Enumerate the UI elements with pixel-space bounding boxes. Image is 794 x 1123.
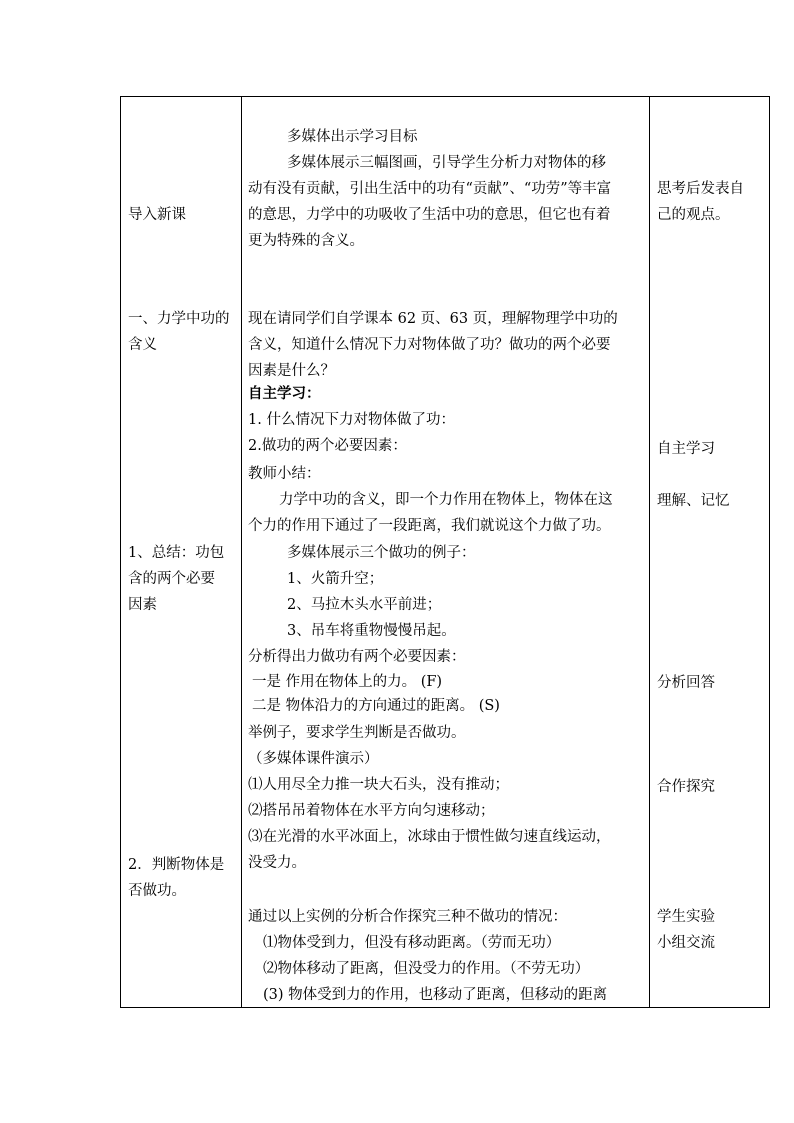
activity-line: 学生实验 [657,909,715,925]
content-line: 更为特殊的含义。 [248,233,364,249]
self-study-heading: 自主学习： [248,385,321,402]
content-line: ⑴人用尽全力推一块大石头，没有推动； [248,777,509,793]
content-line: ⑵搭吊吊着物体在水平方向匀速移动； [248,803,495,819]
stage-section1-line2: 含义 [128,337,157,353]
content-line: ⑶在光滑的水平冰面上，冰球由于惯性做匀速直线运动， [248,829,611,845]
content-line: 个力的作用下通过了一段距离，我们就说这个力做了功。 [248,518,611,534]
content-line: 教师小结： [248,466,321,482]
activity-line: 理解、记忆 [657,493,730,509]
content-line: (3) 物体受到力的作用，也移动了距离，但移动的距离 [263,987,608,1003]
stage-section1-line1: 一、力学中功的 [128,311,230,327]
content-line: 的意思，力学中的功吸收了生活中功的意思，但它也有着 [248,207,611,223]
column-divider-2 [649,97,650,1007]
stage-intro: 导入新课 [128,207,186,223]
stage-judge-line2: 否做功。 [128,883,186,899]
content-line: 3、吊车将重物慢慢吊起。 [287,623,456,639]
content-line: 2.做功的两个必要因素： [248,438,407,454]
content-line: 1. 什么情况下力对物体做了功： [248,412,455,428]
column-divider-1 [241,97,242,1007]
activity-line: 合作探究 [657,779,715,795]
stage-summary-line2: 含的两个必要 [128,571,215,587]
content-line: 2、马拉木头水平前进； [287,597,442,613]
stage-judge-line1: 2．判断物体是 [128,857,225,873]
activity-line: 思考后发表自 [657,181,744,197]
content-line: 因素是什么？ [248,363,335,379]
stage-summary-line3: 因素 [128,597,157,613]
content-line: 动有没有贡献，引出生活中的功有“贡献”、“功劳”等丰富 [248,181,612,197]
activity-line: 自主学习 [657,441,715,457]
content-line: ⑵物体移动了距离，但没受力的作用。（不劳无功） [263,961,590,977]
content-line: ⑴物体受到力，但没有移动距离。（劳而无功） [263,935,561,951]
activity-line: 分析回答 [657,675,715,691]
lesson-table [120,96,770,1008]
content-line: （多媒体课件演示） [248,751,379,767]
content-line: 多媒体展示三个做功的例子： [287,545,476,561]
content-line: 二是 物体沿力的方向通过的距离。 (S) [252,698,500,714]
content-line: 多媒体出示学习目标 [287,129,418,145]
content-line: 一是 作用在物体上的力。 (F) [252,674,443,690]
activity-line: 己的观点。 [657,207,730,223]
content-line: 含义，知道什么情况下力对物体做了功？做功的两个必要 [248,337,611,353]
content-line: 力学中功的含义，即一个力作用在物体上，物体在这 [279,492,613,508]
activity-line: 小组交流 [657,935,715,951]
content-line: 没受力。 [248,855,306,871]
content-line: 多媒体展示三幅图画，引导学生分析力对物体的移 [287,155,606,171]
content-line: 举例子，要求学生判断是否做功。 [248,725,466,741]
content-line: 分析得出力做功有两个必要因素： [248,649,466,665]
content-line: 1、火箭升空； [287,571,384,587]
content-line: 现在请同学们自学课本 62 页、63 页，理解物理学中功的 [248,311,618,327]
stage-summary-line1: 1、总结：功包 [128,545,225,561]
content-line: 通过以上实例的分析合作探究三种不做功的情况： [248,909,567,925]
